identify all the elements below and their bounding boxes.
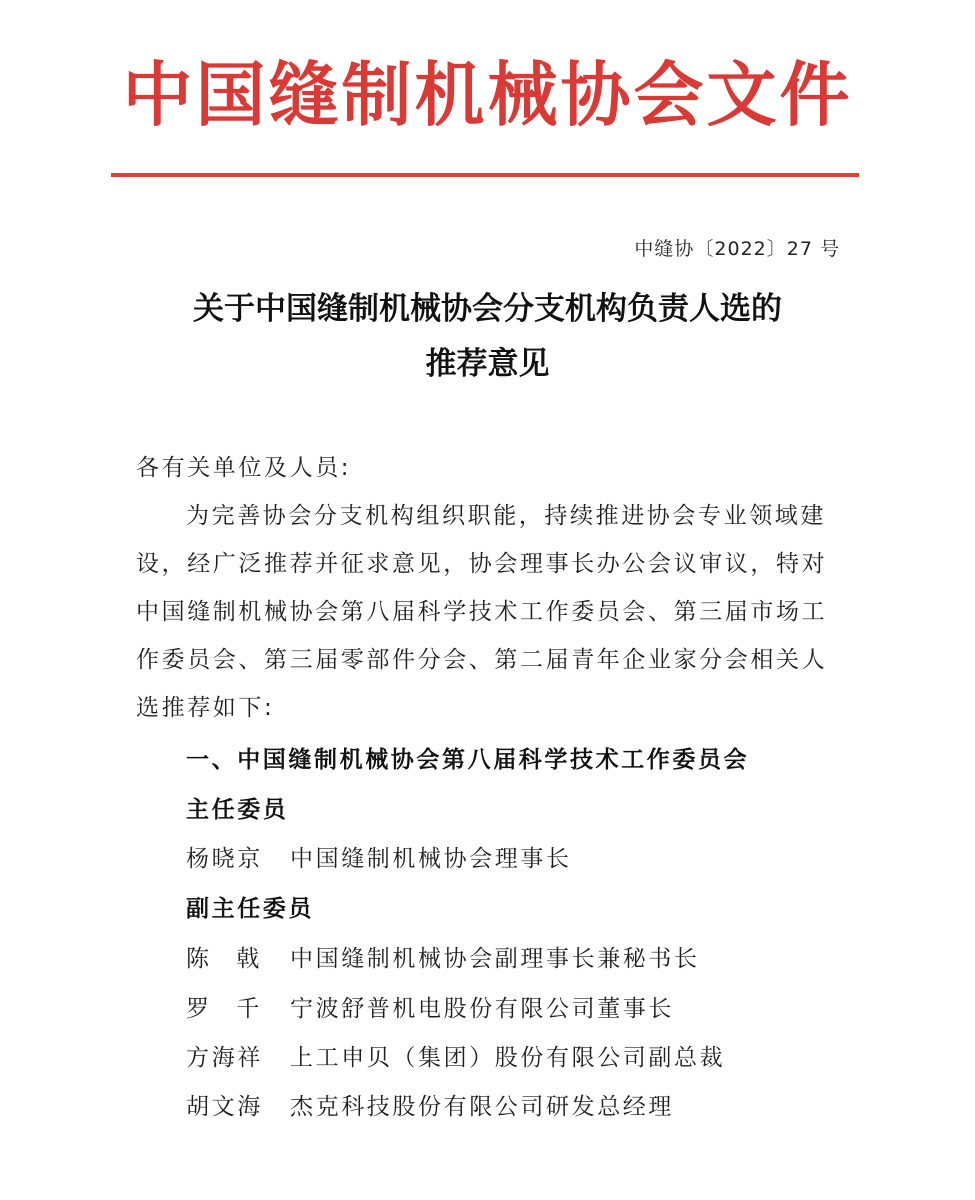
org-document-header: 中国缝制机械协会文件 <box>122 53 853 136</box>
intro-paragraph-line: 为完善协会分支机构组织职能，持续推进协会专业领域建 <box>186 503 826 529</box>
member-position: 杰克科技股份有限公司研发总经理 <box>290 1094 674 1120</box>
section-heading: 一、中国缝制机械协会第八届科学技术工作委员会 <box>186 747 750 773</box>
document-title-line-1: 关于中国缝制机械协会分支机构负责人选的 <box>193 291 782 327</box>
member-row <box>186 1042 725 1074</box>
member-position: 上工申贝（集团）股份有限公司副总裁 <box>290 1045 726 1071</box>
member-name: 陈 戟 <box>186 946 262 972</box>
member-name: 罗 千 <box>186 996 262 1022</box>
role-heading-chair: 主任委员 <box>186 797 289 823</box>
intro-paragraph-line: 中国缝制机械协会第八届科学技术工作委员会、第三届市场工 <box>136 599 828 625</box>
salutation: 各有关单位及人员: <box>136 455 352 481</box>
member-row <box>186 1091 674 1123</box>
intro-paragraph-line: 作委员会、第三届零部件分会、第二届青年企业家分会相关人 <box>136 647 828 673</box>
member-position: 中国缝制机械协会理事长 <box>290 846 572 872</box>
member-position: 中国缝制机械协会副理事长兼秘书长 <box>290 946 700 972</box>
document-number: 中缝协〔2022〕27 号 <box>634 238 840 260</box>
intro-paragraph-line: 设，经广泛推荐并征求意见，协会理事长办公会议审议，特对 <box>136 551 828 577</box>
role-heading-vice-chair: 副主任委员 <box>186 896 314 922</box>
member-name: 杨晓京 <box>186 846 263 872</box>
member-name: 方海祥 <box>186 1045 263 1071</box>
member-name: 胡文海 <box>186 1094 263 1120</box>
member-row <box>186 843 572 875</box>
red-divider-rule <box>111 173 859 177</box>
document-title-line-2: 推荐意见 <box>425 346 550 382</box>
member-row <box>186 943 700 975</box>
intro-paragraph-line: 选推荐如下: <box>136 695 275 721</box>
member-row <box>186 993 674 1025</box>
member-position: 宁波舒普机电股份有限公司董事长 <box>290 996 674 1022</box>
